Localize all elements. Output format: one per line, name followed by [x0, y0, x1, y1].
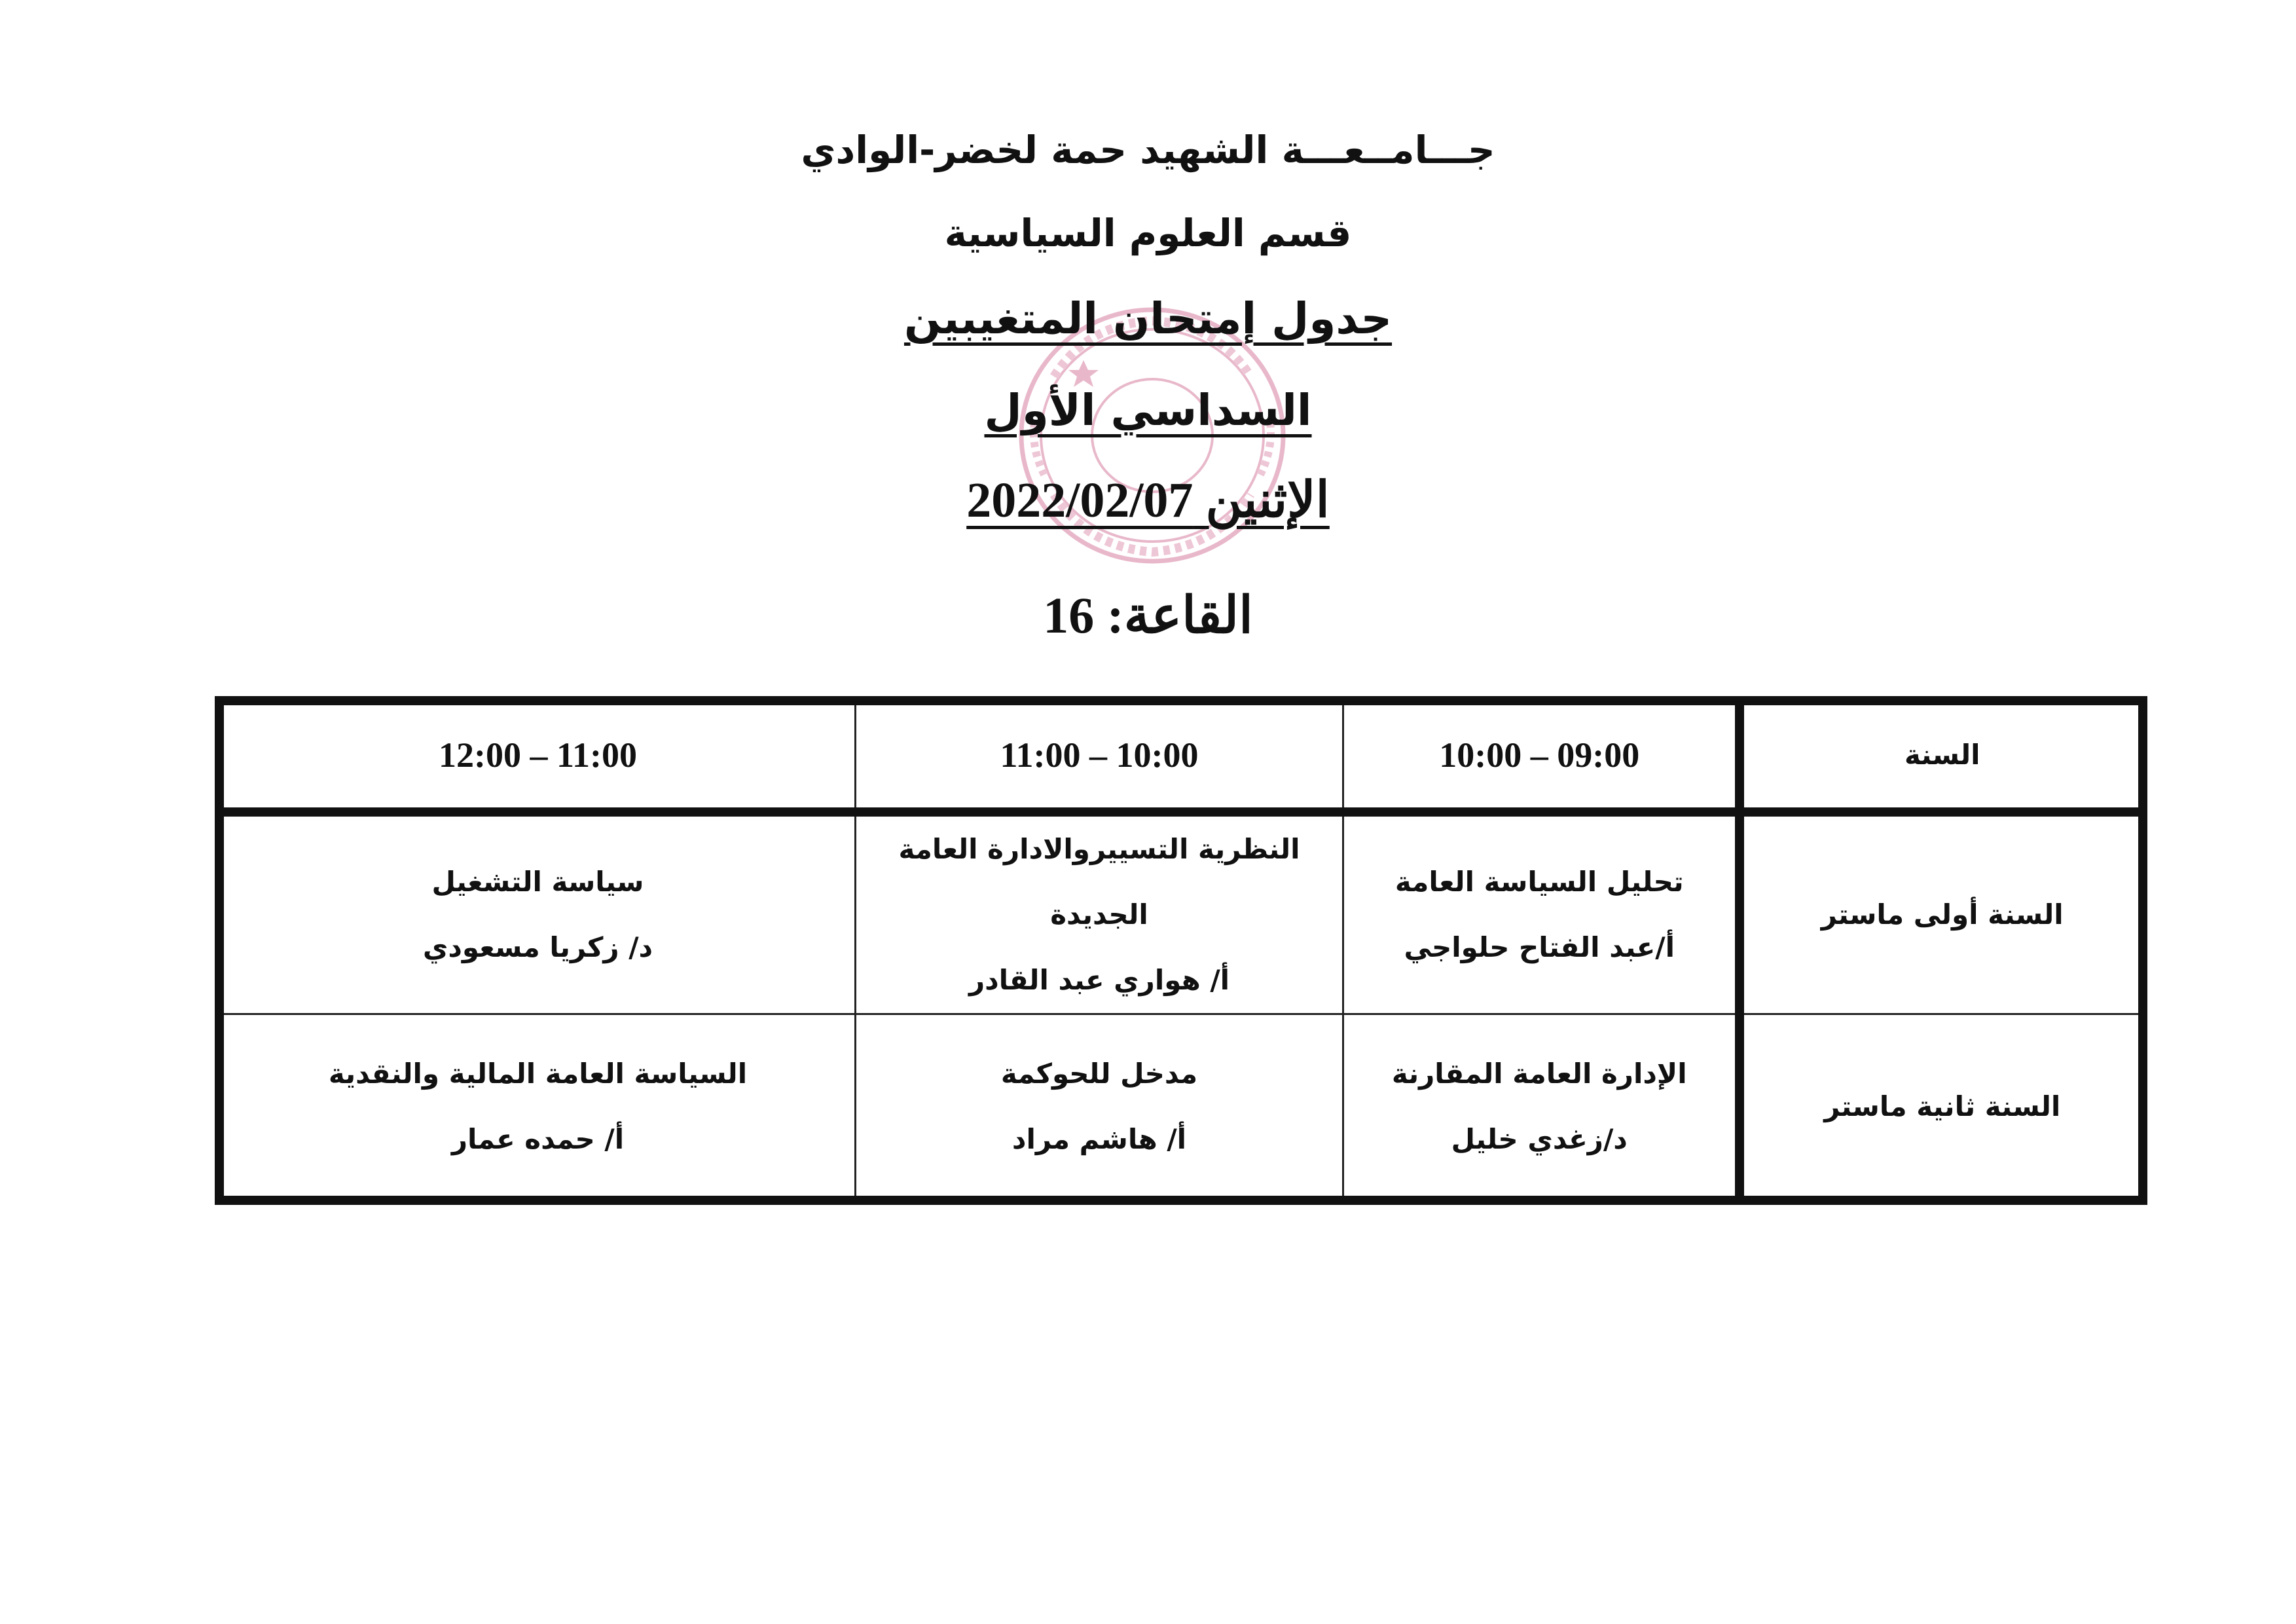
exam-cell — [856, 1014, 1343, 1200]
exam-subject: مدخل للحوكمة — [1000, 1058, 1198, 1090]
exam-teacher: أ/ هاشم مراد — [1011, 1123, 1187, 1155]
exam-schedule-table — [219, 701, 2143, 1200]
table-header-row — [221, 702, 2142, 813]
exam-date: 2022/02/07 — [966, 473, 1194, 528]
exam-cell — [1343, 1014, 1740, 1200]
exam-cell — [1343, 812, 1740, 1014]
time-slot-header: 11:00 – 10:00 — [856, 702, 1343, 813]
exam-teacher: أ/ حمده عمار — [451, 1123, 625, 1155]
document-title: جدول إمتحان المتغيبين — [903, 293, 1393, 344]
table-row — [221, 812, 2142, 1014]
exam-subject: السياسة العامة المالية والنقدية — [328, 1058, 748, 1090]
exam-cell — [221, 812, 856, 1014]
exam-teacher: د/ زكريا مسعودي — [422, 931, 653, 963]
exam-subject: تحليل السياسة العامة — [1394, 866, 1684, 898]
year-column-header: السنة — [1740, 702, 2142, 813]
hall-number: 16 — [1043, 587, 1095, 644]
time-slot-header: 10:00 – 09:00 — [1343, 702, 1740, 813]
university-name: جـــامــعـــة الشهيد حمة لخضر-الوادي — [801, 128, 1495, 172]
exam-subject-continued: الجديدة — [1050, 898, 1148, 931]
department-name: قسم العلوم السياسية — [944, 211, 1352, 255]
hall-label: القاعة: — [1106, 587, 1253, 644]
exam-cell — [221, 1014, 856, 1200]
exam-subject: النظرية التسييروالادارة العامة — [898, 833, 1300, 865]
exam-subject: الإدارة العامة المقارنة — [1391, 1058, 1687, 1090]
exam-teacher: أ/عبد الفتاح حلواجي — [1404, 931, 1675, 963]
exam-teacher: د/زغدي خليل — [1451, 1123, 1628, 1155]
exam-date-line — [0, 470, 2296, 529]
year-cell: السنة ثانية ماستر — [1740, 1014, 2142, 1200]
table-row — [221, 1014, 2142, 1200]
exam-teacher: أ/ هواري عبد القادر — [968, 964, 1230, 996]
semester-label: السداسي الأول — [984, 385, 1312, 435]
time-slot-header: 12:00 – 11:00 — [221, 702, 856, 813]
exam-day: الإثنين — [1205, 473, 1330, 528]
exam-cell — [856, 812, 1343, 1014]
exam-subject: سياسة التشغيل — [431, 866, 644, 898]
year-cell: السنة أولى ماستر — [1740, 812, 2142, 1014]
exam-hall-line — [0, 586, 2296, 645]
